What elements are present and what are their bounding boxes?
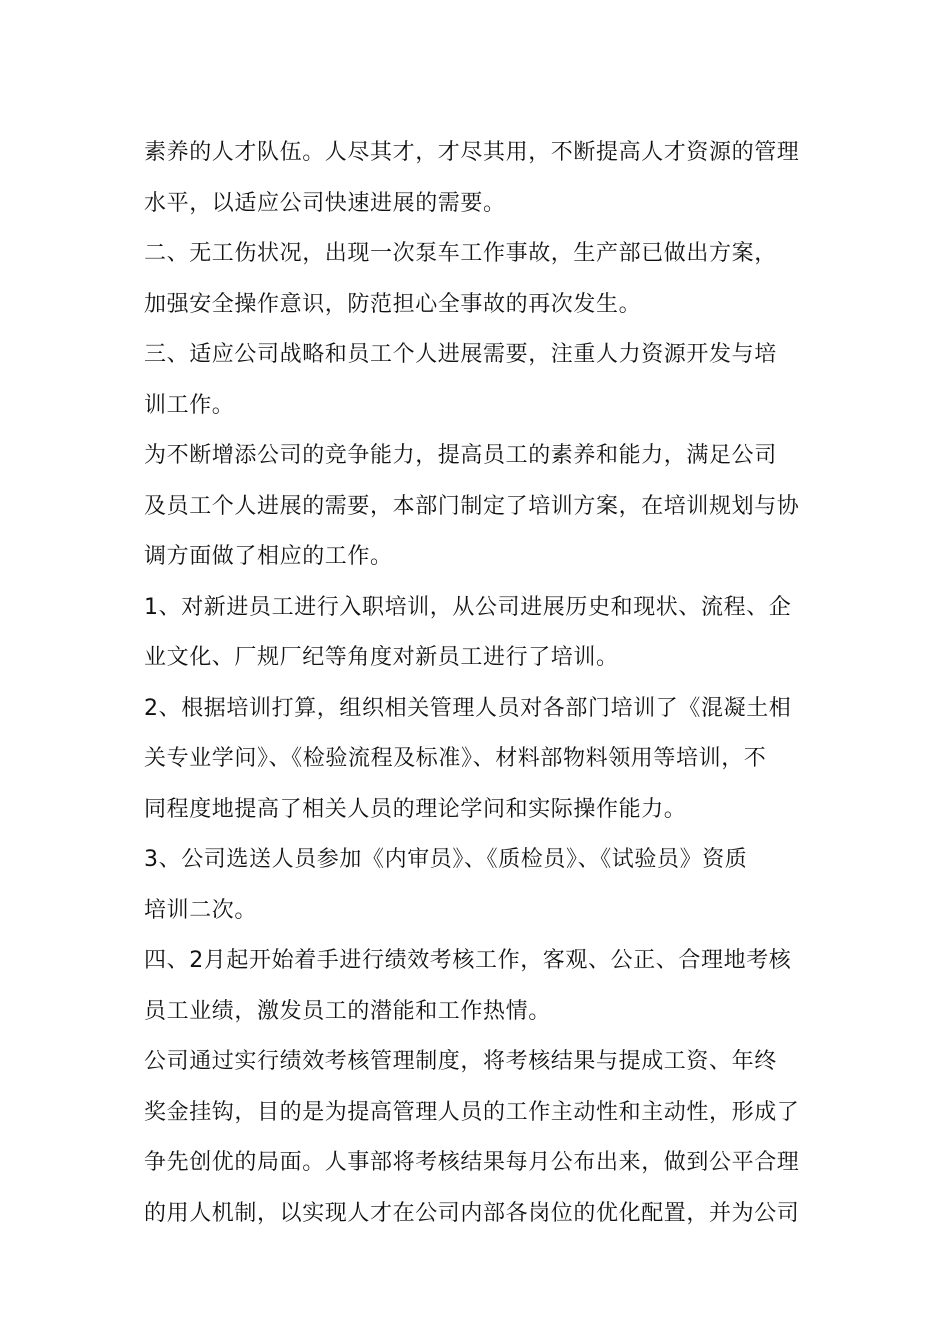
- text-line: 调方面做了相应的工作。: [144, 544, 393, 569]
- text-line: 公司通过实行绩效考核管理制度，将考核结果与提成工资、年终: [144, 1049, 777, 1074]
- text-line: 同程度地提高了相关人员的理论学问和实际操作能力。: [144, 796, 687, 822]
- text-line: 1、对新进员工进行入职培训，从公司进展历史和现状、流程、企: [144, 594, 792, 620]
- text-line: 素养的人才队伍。人尽其才，才尽其用，不断提高人才资源的管理: [144, 140, 800, 165]
- text-line: 三、适应公司战略和员工个人进展需要，注重人力资源开发与培: [144, 342, 777, 367]
- text-line: 训工作。: [144, 392, 235, 418]
- text-line: 3、公司选送人员参加《内审员》、《质检员》、《试验员》资质: [144, 847, 748, 872]
- text-line: 员工业绩，激发员工的潜能和工作热情。: [144, 998, 551, 1024]
- text-line: 及员工个人进展的需要，本部门制定了培训方案，在培训规划与协: [144, 493, 800, 519]
- text-line: 二、无工伤状况，出现一次泵车工作事故，生产部已做出方案，: [144, 241, 777, 266]
- text-line: 关专业学问》、《检验流程及标准》、材料部物料领用等培训，不: [144, 746, 767, 771]
- text-line: 的用人机制，以实现人才在公司内部各岗位的优化配置，并为公司: [144, 1200, 800, 1226]
- text-line: 争先创优的局面。人事部将考核结果每月公布出来，做到公平合理: [144, 1150, 800, 1175]
- text-line: 业文化、厂规厂纪等角度对新员工进行了培训。: [144, 645, 619, 670]
- text-line: 加强安全操作意识，防范担心全事故的再次发生。: [144, 291, 642, 317]
- text-line: 四、2月起开始着手进行绩效考核工作，客观、公正、合理地考核: [144, 948, 792, 973]
- text-line: 培训二次。: [144, 897, 258, 923]
- text-line: 为不断增添公司的竞争能力，提高员工的素养和能力，满足公司: [144, 443, 777, 468]
- text-line: 奖金挂钩，目的是为提高管理人员的工作主动性和主动性，形成了: [144, 1099, 800, 1125]
- text-line: 2、根据培训打算，组织相关管理人员对各部门培训了《混凝土相: [144, 695, 792, 721]
- text-line: 水平，以适应公司快速进展的需要。: [144, 190, 506, 216]
- document-body: [144, 128, 812, 1239]
